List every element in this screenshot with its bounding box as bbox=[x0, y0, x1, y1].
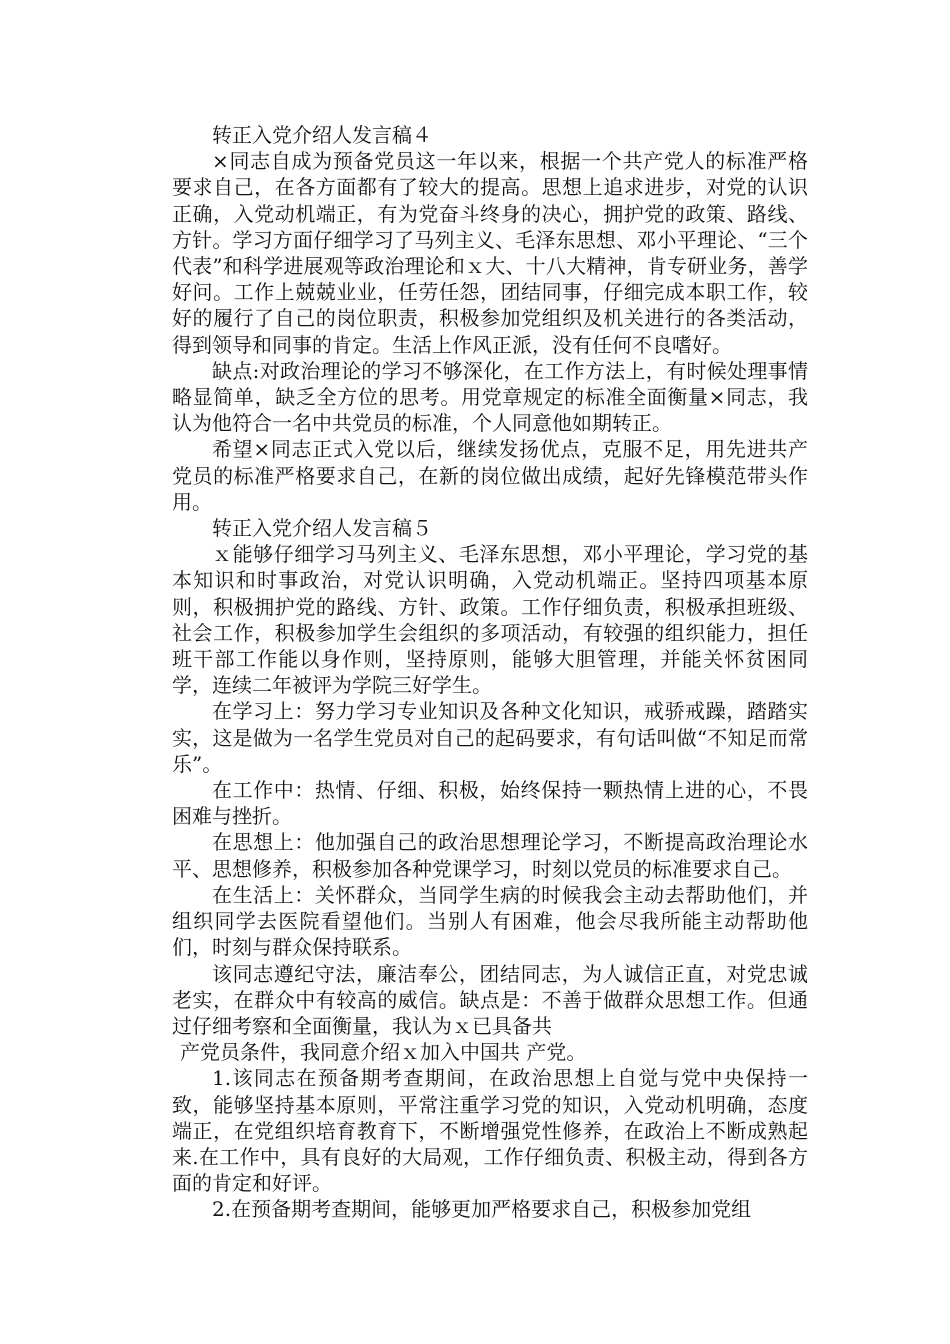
document-page bbox=[172, 122, 808, 1223]
paragraph: 在学习上：努力学习专业知识及各种文化知识，戒骄戒躁，踏踏实实，这是做为一名学生党员对自己的起码要求，有句话叫做“不知足而常乐”。 bbox=[172, 699, 808, 776]
numbered-paragraph: 2.在预备期考查期间，能够更加严格要求自己，积极参加党组 bbox=[212, 1197, 752, 1222]
paragraph: 在思想上：他加强自己的政治思想理论学习，不断提高政治理论水平、思想修养，积极参加各种党课学习，时刻以党员的标准要求自己。 bbox=[172, 830, 808, 881]
paragraph: ×同志自成为预备党员这一年以来，根据一个共产党人的标准严格要求自己，在各方面都有了较大的提高。思想上追求进步，对党的认识正确，入党动机端正，有为党奋斗终身的决心，拥护党的政策、路线、方针。学习方面仔细学习了马列主义、毛泽东思想、邓小平理论、“三个代表”和科学进展观等政治理论和ｘ大、十八大精神，肯专研业务，善学好问。工作上兢兢业业，任劳任怨，团结同事，仔细完成本职工作，较好的履行了自己的岗位职责，积极参加党组织及机关进行的各类活动，得到领导和同事的肯定。生活上作风正派，没有任何不良嗜好。 bbox=[172, 149, 808, 357]
paragraph: ｘ能够仔细学习马列主义、毛泽东思想，邓小平理论，学习党的基本知识和时事政治，对党认识明确，入党动机端正。坚持四项基本原则，积极拥护党的路线、方针、政策。工作仔细负责，积极承担班级、社会工作，积极参加学生会组织的多项活动，有较强的组织能力，担任班干部工作能以身作则，坚持原则，能够大胆管理，并能关怀贫困同学，连续二年被评为学院三好学生。 bbox=[172, 542, 808, 698]
numbered-paragraph: 1.该同志在预备期考查期间，在政治思想上自觉与党中央保持一致，能够坚持基本原则，平常注重学习党的知识，入党动机明确，态度端正，在党组织培育教育下，不断增强党性修养，在政治上不断成熟起来.在工作中，具有良好的大局观，工作仔细负责、积极主动，得到各方面的肯定和好评。 bbox=[172, 1066, 808, 1196]
paragraph: 希望×同志正式入党以后，继续发扬优点，克服不足，用先进共产党员的标准严格要求自己，在新的岗位做出成绩，起好先锋模范带头作用。 bbox=[172, 437, 808, 514]
paragraph: 在生活上：关怀群众，当同学生病的时候我会主动去帮助他们，并组织同学去医院看望他们。当别人有困难，他会尽我所能主动帮助他们，时刻与群众保持联系。 bbox=[172, 882, 808, 960]
paragraph: 缺点:对政治理论的学习不够深化，在工作方法上，有时候处理事情略显简单，缺乏全方位的思考。用党章规定的标准全面衡量×同志，我认为他符合一名中共党员的标准，个人同意他如期转正。 bbox=[172, 358, 808, 436]
paragraph: 该同志遵纪守法，廉洁奉公，团结同志，为人诚信正直，对党忠诚老实，在群众中有较高的威信。缺点是：不善于做群众思想工作。但通过仔细考察和全面衡量，我认为ｘ已具备共 bbox=[172, 961, 808, 1038]
section-heading-5: 转正入党介绍人发言稿５ bbox=[212, 516, 432, 541]
paragraph: 在工作中：热情、仔细、积极，始终保持一颗热情上进的心，不畏困难与挫折。 bbox=[172, 778, 808, 829]
paragraph-continuation: 产党员条件，我同意介绍ｘ加入中国共 产党。 bbox=[180, 1040, 587, 1065]
section-heading-4: 转正入党介绍人发言稿４ bbox=[212, 123, 432, 147]
